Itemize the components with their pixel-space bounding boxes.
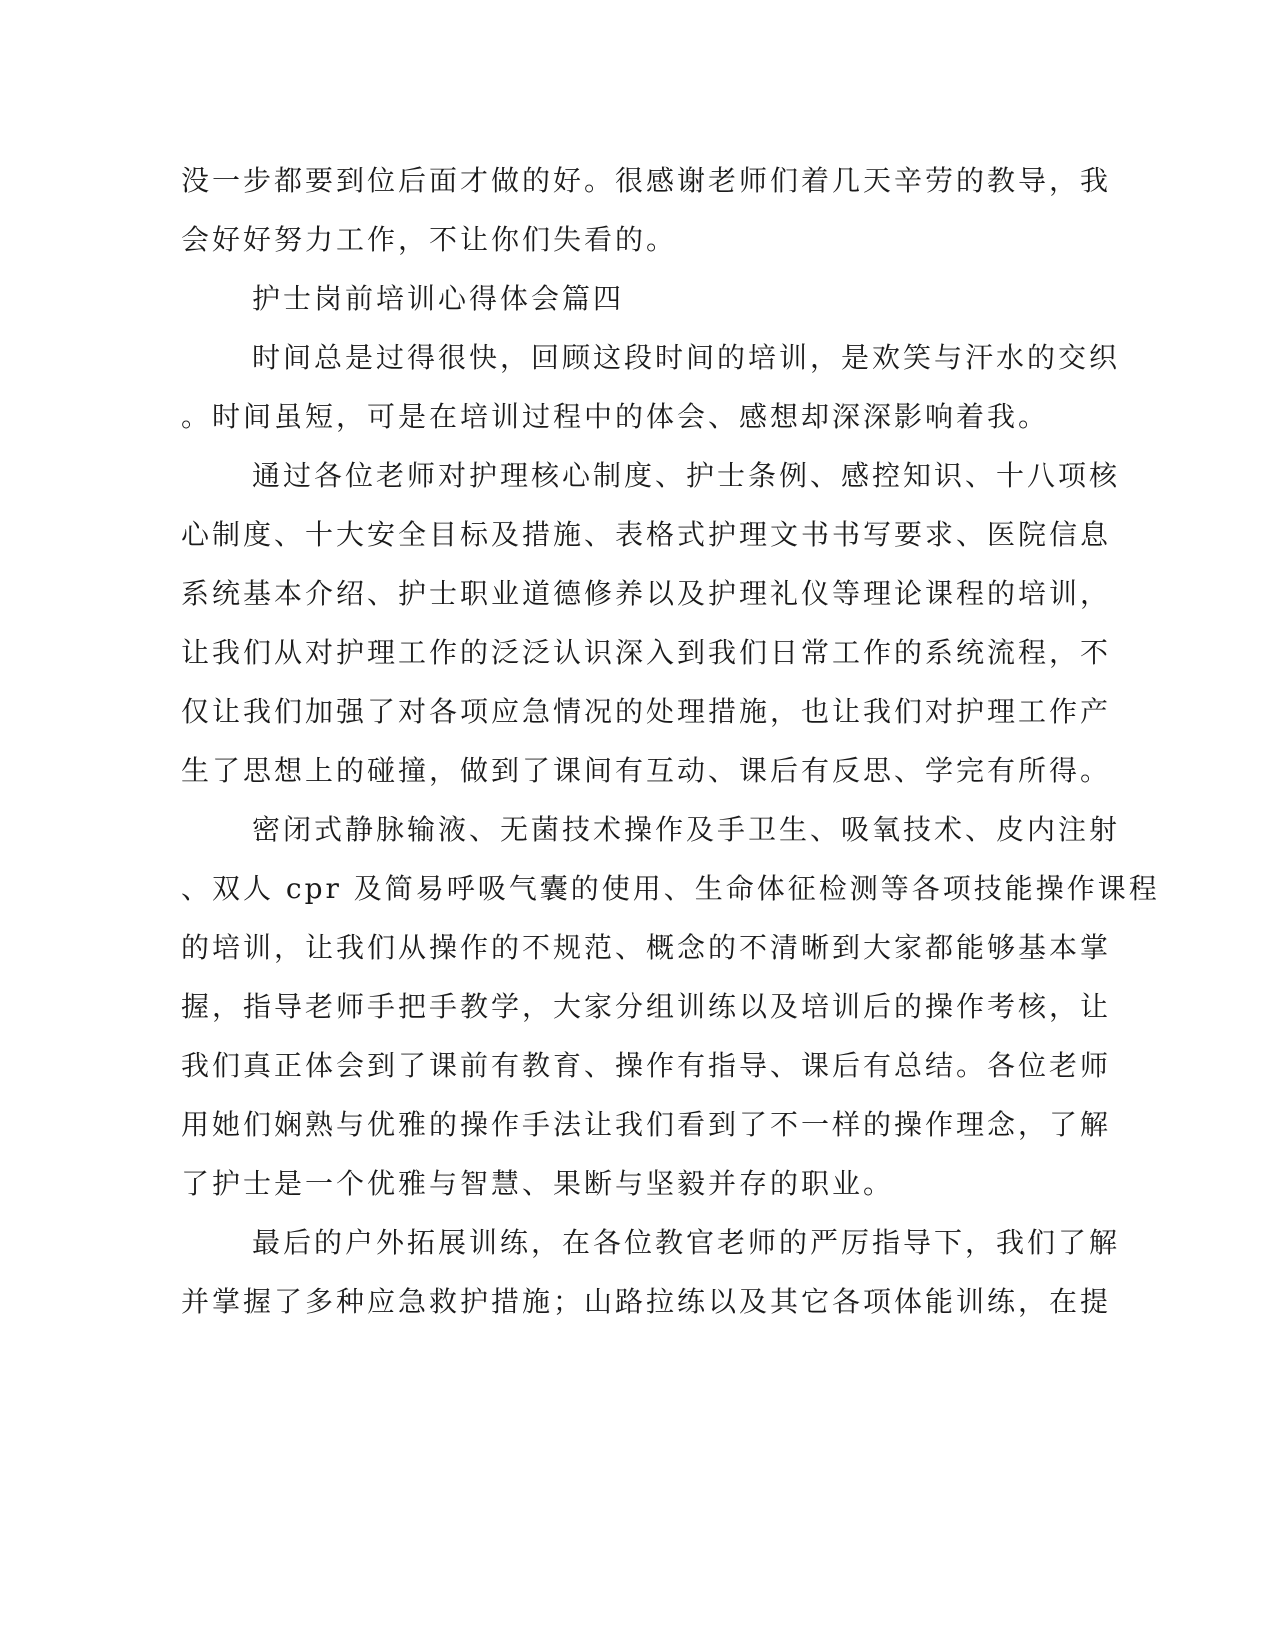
section-heading: 护士岗前培训心得体会篇四 [252,282,625,315]
text-line: 握，指导老师手把手教学，大家分组训练以及培训后的操作考核，让 [181,990,1112,1023]
text-line: 心制度、十大安全目标及措施、表格式护理文书书写要求、医院信息 [181,518,1112,551]
text-line: 仅让我们加强了对各项应急情况的处理措施，也让我们对护理工作产 [181,695,1112,728]
text-line: 我们真正体会到了课前有教育、操作有指导、课后有总结。各位老师 [181,1049,1112,1082]
text-line: 没一步都要到位后面才做的好。很感谢老师们着几天辛劳的教导，我 [181,164,1112,197]
text-line: 。时间虽短，可是在培训过程中的体会、感想却深深影响着我。 [181,400,1050,433]
text-line: 系统基本介绍、护士职业道德修养以及护理礼仪等理论课程的培训， [181,577,1112,610]
text-line: 并掌握了多种应急救护措施；山路拉练以及其它各项体能训练，在提 [181,1285,1112,1318]
text-line: 的培训，让我们从操作的不规范、概念的不清晰到大家都能够基本掌 [181,931,1112,964]
text-line: 了护士是一个优雅与智慧、果断与坚毅并存的职业。 [181,1167,895,1200]
text-line: 、双人 cpr 及简易呼吸气囊的使用、生命体征检测等各项技能操作课程 [181,872,1160,905]
text-line: 通过各位老师对护理核心制度、护士条例、感控知识、十八项核 [252,459,1121,492]
text-line: 密闭式静脉输液、无菌技术操作及手卫生、吸氧技术、皮内注射 [252,813,1121,846]
text-line: 让我们从对护理工作的泛泛认识深入到我们日常工作的系统流程，不 [181,636,1112,669]
text-line: 时间总是过得很快，回顾这段时间的培训，是欢笑与汗水的交织 [252,341,1121,374]
text-line: 最后的户外拓展训练，在各位教官老师的严厉指导下，我们了解 [252,1226,1121,1259]
text-line: 用她们娴熟与优雅的操作手法让我们看到了不一样的操作理念，了解 [181,1108,1112,1141]
text-line: 生了思想上的碰撞，做到了课间有互动、课后有反思、学完有所得。 [181,754,1112,787]
text-line: 会好好努力工作，不让你们失看的。 [181,223,678,256]
